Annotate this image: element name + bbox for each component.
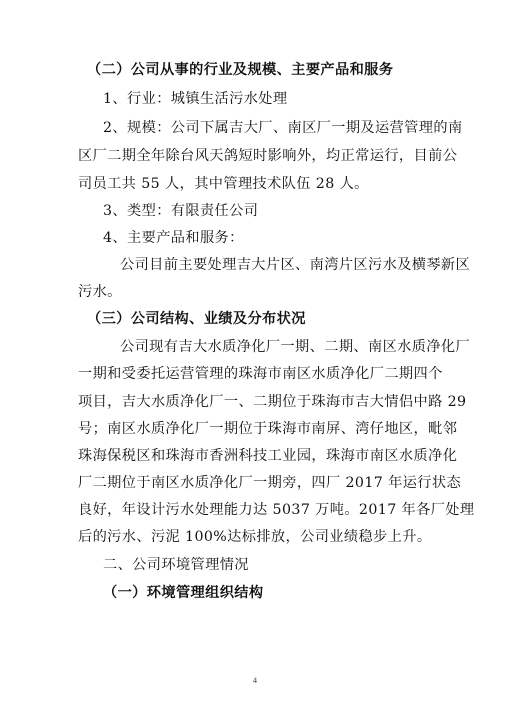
type-line: 3、类型：有限责任公司 bbox=[103, 203, 259, 219]
structure-line-1: 公司现有吉大水质净化厂一期、二期、南区水质净化厂 bbox=[120, 339, 471, 355]
section-heading-structure: （三）公司结构、业绩及分布状况 bbox=[87, 311, 306, 327]
scale-line-2: 区厂二期全年除台风天鸽短时影响外，均正常运行，目前公 bbox=[78, 148, 458, 164]
industry-line: 1、行业：城镇生活污水处理 bbox=[103, 91, 288, 107]
structure-line-6: 厂二期位于南区水质净化厂一期旁，四厂 2017 年运行状态 bbox=[78, 475, 462, 491]
sub-heading-organization: （一）环境管理组织结构 bbox=[103, 585, 264, 601]
part-heading-environment: 二、公司环境管理情况 bbox=[103, 557, 249, 573]
products-line-1: 公司目前主要处理吉大片区、南湾片区污水及横琴新区 bbox=[120, 257, 471, 273]
products-heading: 4、主要产品和服务： bbox=[103, 230, 244, 246]
scale-line-3: 司员工共 55 人，其中管理技术队伍 28 人。 bbox=[78, 176, 369, 192]
structure-line-2: 一期和受委托运营管理的珠海市南区水质净化厂二期四个 bbox=[78, 366, 443, 382]
structure-line-8: 后的污水、污泥 100%达标排放，公司业绩稳步上升。 bbox=[78, 529, 432, 545]
products-line-2: 污水。 bbox=[78, 284, 122, 300]
structure-line-3: 项目，吉大水质净化厂一、二期位于珠海市吉大情侣中路 29 bbox=[78, 394, 467, 410]
scale-line-1: 2、规模：公司下属吉大厂、南区厂一期及运营管理的南 bbox=[103, 120, 463, 136]
page-number: 4 bbox=[253, 676, 257, 685]
structure-line-7: 良好，年设计污水处理能力达 5037 万吨。2017 年各厂处理 bbox=[78, 502, 475, 518]
section-heading-industry: （二）公司从事的行业及规模、主要产品和服务 bbox=[87, 62, 394, 78]
structure-line-4: 号；南区水质净化厂一期位于珠海市南屏、湾仔地区，毗邻 bbox=[78, 421, 458, 437]
structure-line-5: 珠海保税区和珠海市香洲科技工业园，珠海市南区水质净化 bbox=[78, 448, 458, 464]
